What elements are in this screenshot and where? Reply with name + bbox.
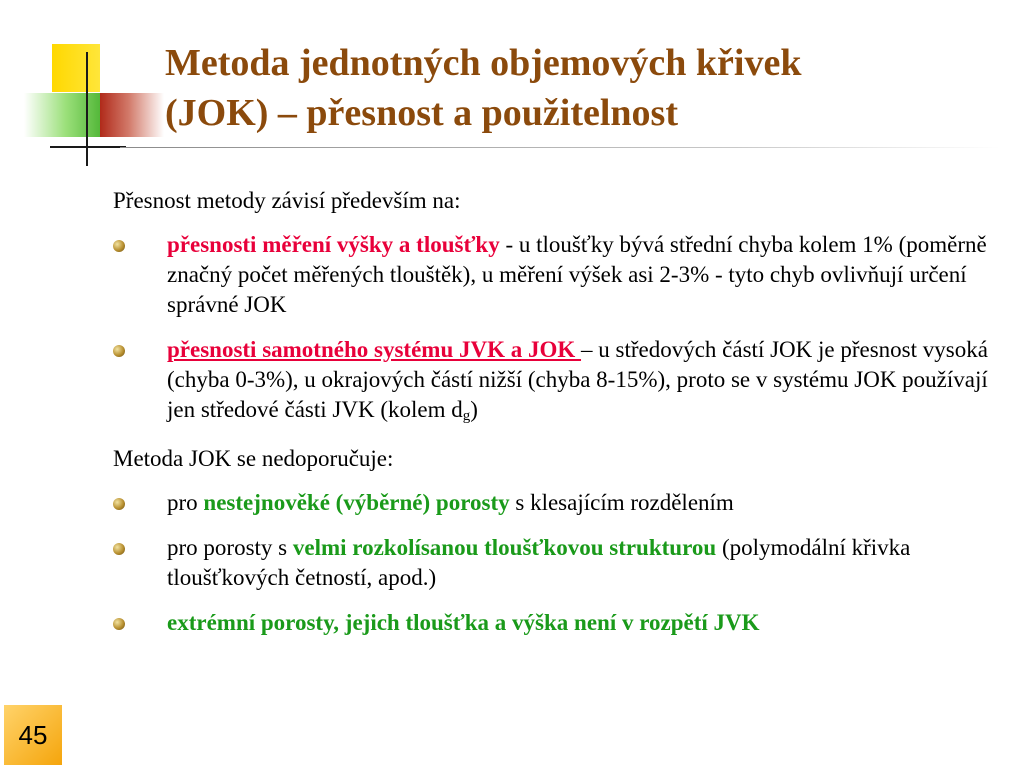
not-recommended-intro: Metoda JOK se nedoporučuje:: [113, 446, 394, 471]
decor-green-gradient-band: [24, 93, 100, 137]
not-recommended-item-highlight: velmi rozkolísanou tloušťkovou strukturou: [292, 535, 717, 560]
not-recommended-item-highlight: extrémní porosty, jejich tloušťka a výška není v rozpětí JVK: [167, 610, 760, 635]
decor-horizontal-line: [50, 146, 126, 148]
not-recommended-item-structure: [113, 533, 993, 593]
accuracy-item-highlight: přesnosti měření výšky a tloušťky: [167, 232, 500, 257]
bullet-dot-icon: [113, 618, 125, 630]
accuracy-item-highlight: přesnosti samotného systému JVK a JOK: [167, 337, 582, 362]
slide-title: [165, 38, 1005, 138]
bullet-dot-icon: [113, 240, 125, 252]
accuracy-item-subscript: g: [462, 408, 471, 424]
accuracy-item-text: - u tloušťky bývá střední chyba kolem 1% (poměrně značný počet měřených tlouštěk), u měření výšek asi 2-3% - tyto chyb ovlivňují určení správné JOK: [167, 232, 987, 317]
slide-title-line-2: (JOK) – přesnost a použitelnost: [165, 92, 678, 134]
title-underline-rule: [120, 147, 1000, 148]
bullet-dot-icon: [113, 543, 125, 555]
not-recommended-item-after: (polymodální křivka tloušťkových četností, apod.): [167, 535, 911, 590]
accuracy-item-text: – u středových částí JOK je přesnost vysoká (chyba 0-3%), u okrajových částí nižší (chyba 8-15%), proto se v systému JOK používají jen středové části JVK (kolem d: [167, 337, 988, 422]
not-recommended-item-highlight: nestejnověké (výběrné) porosty: [203, 490, 510, 515]
not-recommended-item-uneven-age: [113, 488, 993, 518]
accuracy-item-measurement: [113, 230, 993, 320]
not-recommended-item-after: s klesajícím rozdělením: [509, 490, 734, 515]
accuracy-item-system: [113, 335, 993, 425]
accuracy-intro: Přesnost metody závisí především na:: [113, 188, 461, 213]
decor-red-gradient-band: [100, 93, 164, 137]
accuracy-item-text-end: ): [470, 397, 478, 422]
bullet-dot-icon: [113, 345, 125, 357]
slide-content: [113, 186, 993, 653]
not-recommended-item-before: pro porosty s: [167, 535, 293, 560]
page-number-badge: 45: [4, 705, 62, 765]
not-recommended-item-before: pro: [167, 490, 204, 515]
decor-vertical-line: [86, 52, 88, 166]
bullet-dot-icon: [113, 498, 125, 510]
not-recommended-item-extreme: [113, 608, 993, 638]
slide-title-line-1: Metoda jednotných objemových křivek: [165, 42, 802, 84]
decor-yellow-square: [52, 44, 100, 92]
